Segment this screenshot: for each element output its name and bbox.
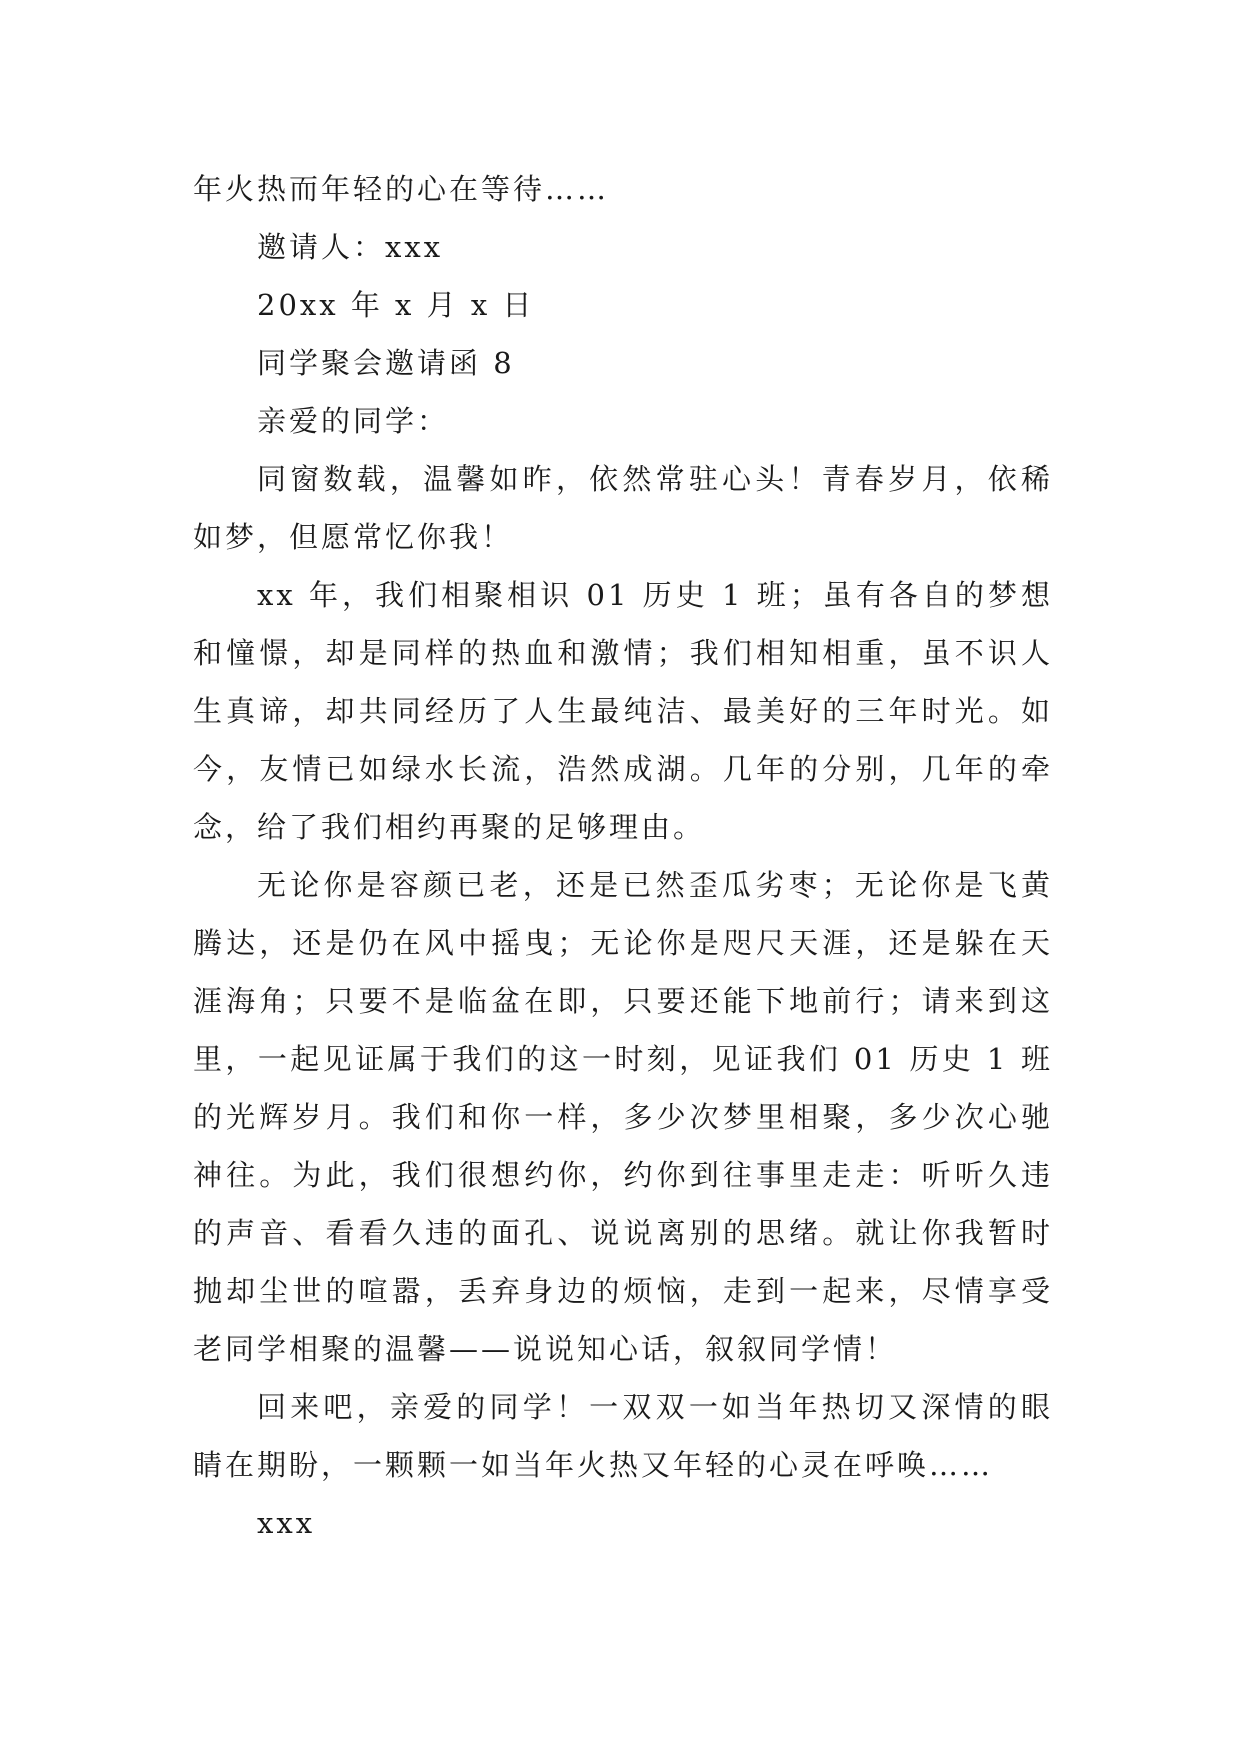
invitation-title: 同学聚会邀请函 8 bbox=[257, 346, 515, 380]
paragraph-3: 无论你是容颜已老，还是已然歪瓜劣枣；无论你是飞黄腾达，还是仍在风中摇曳；无论你是咫尺天涯，还是躲在天涯海角；只要不是临盆在即，只要还能下地前行；请来到这里，一起见证属于我们的这一时刻，见证我们 01 历史 1 班的光辉岁月。我们和你一样，多少次梦里相聚，多少次心驰神往。为此，我们很想约你，约你到往事里走走：听听久违的声音、看看久违的面孔、说说离别的思绪。就让你我暂时抛却尘世的喧嚣，丢弃身边的烦恼，走到一起来，尽情享受老同学相聚的温馨——说说知心话，叙叙同学情！ bbox=[193, 868, 1053, 1366]
paragraph-2: xx 年，我们相聚相识 01 历史 1 班；虽有各自的梦想和憧憬，却是同样的热血和激情；我们相知相重，虽不识人生真谛，却共同经历了人生最纯洁、最美好的三年时光。如今，友情已如绿水长流，浩然成湖。几年的分别，几年的牵念，给了我们相约再聚的足够理由。 bbox=[193, 578, 1053, 844]
greeting-line: 亲爱的同学： bbox=[257, 404, 450, 438]
paragraph-4: 回来吧，亲爱的同学！一双双一如当年热切又深情的眼睛在期盼，一颗颗一如当年火热又年轻的心灵在呼唤…… bbox=[193, 1390, 1053, 1482]
date-line: 20xx 年 x 月 x 日 bbox=[257, 288, 535, 322]
inviter-line: 邀请人：xxx bbox=[257, 230, 444, 264]
document-body bbox=[193, 160, 1053, 1552]
continuation-line: 年火热而年轻的心在等待…… bbox=[193, 172, 610, 206]
signature-line: xxx bbox=[257, 1506, 316, 1540]
paragraph-1: 同窗数载，温馨如昨，依然常驻心头！青春岁月，依稀如梦，但愿常忆你我！ bbox=[193, 462, 1053, 554]
